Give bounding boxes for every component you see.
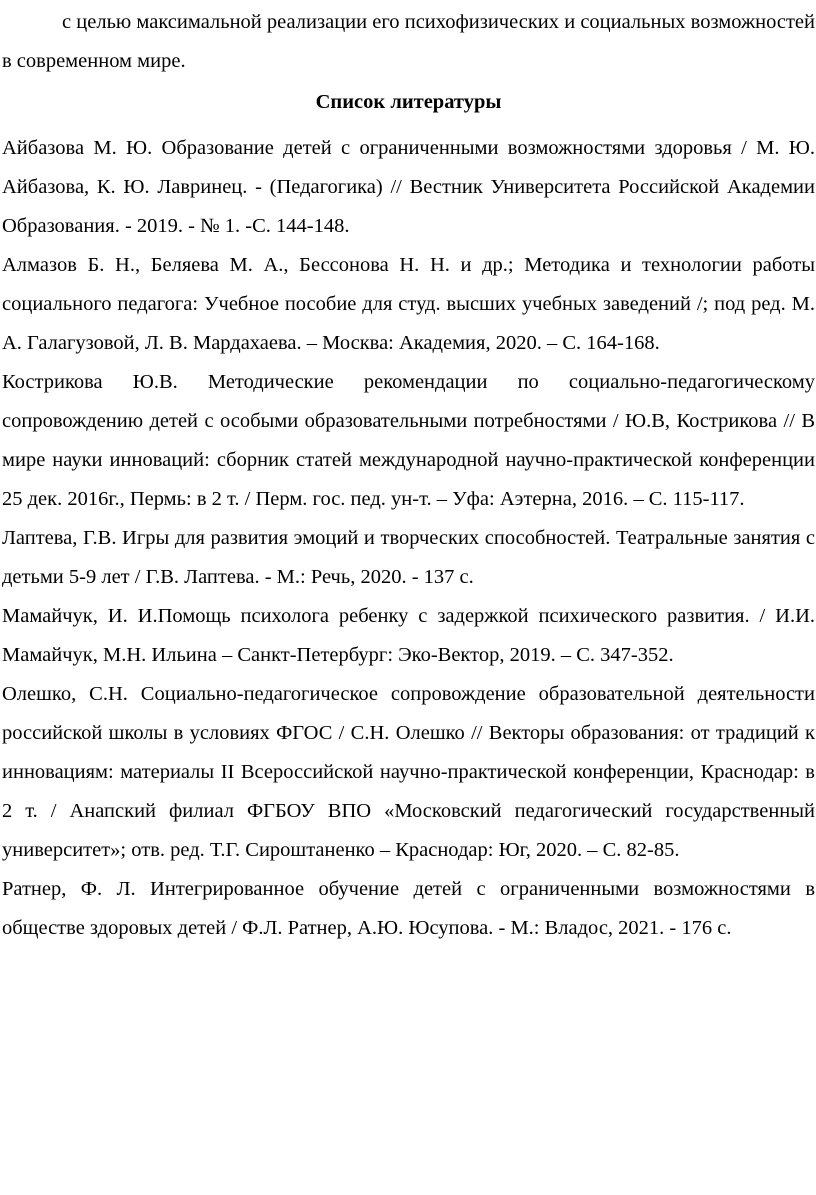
- reference-item: Кострикова Ю.В. Методические рекомендации по социально-педагогическому сопровождению детей с особыми образовательными потребностями / Ю.В, Кострикова // В мире науки инноваций: сборник статей международной научно-практической конференции 25 дек. 2016г., Пермь: в 2 т. / Перм. гос. пед. ун-т. – Уфа: Аэтерна, 2016. – С. 115-117.: [2, 371, 815, 510]
- reference-item: Алмазов Б. Н., Беляева М. А., Бессонова Н. Н. и др.; Методика и технологии работы социального педагога: Учебное пособие для студ. высших учебных заведений /; под ред. М. А. Галагузовой, Л. В. Мардахаева. – Москва: Академия, 2020. – С. 164-168.: [2, 254, 815, 354]
- reference-item: Олешко, С.Н. Социально-педагогическое сопровождение образовательной деятельности российской школы в условиях ФГОС / С.Н. Олешко // Векторы образования: от традиций к инновациям: материалы II Всероссийской научно-практической конференции, Краснодар: в 2 т. / Анапский филиал ФГБОУ ВПО «Московский педагогический государственный университет»; отв. ред. Т.Г. Сироштаненко – Краснодар: Юг, 2020. – С. 82-85.: [2, 683, 815, 861]
- reference-item: Лаптева, Г.В. Игры для развития эмоций и творческих способностей. Театральные занятия с детьми 5-9 лет / Г.В. Лаптева. - М.: Речь, 2020. - 137 с.: [2, 527, 815, 588]
- reference-item: Ратнер, Ф. Л. Интегрированное обучение детей с ограниченными возможностями в обществе здоровых детей / Ф.Л. Ратнер, А.Ю. Юсупова. - М.: Владос, 2021. - 176 с.: [2, 878, 815, 939]
- bibliography-heading: Список литературы: [315, 91, 502, 113]
- intro-paragraph: с целью максимальной реализации его психофизических и социальных возможностей в современном мире.: [2, 11, 815, 72]
- reference-item: Айбазова М. Ю. Образование детей с ограниченными возможностями здоровья / М. Ю. Айбазова, К. Ю. Лавринец. - (Педагогика) // Вестник Университета Российской Академии Образования. - 2019. - № 1. -С. 144-148.: [2, 137, 815, 237]
- reference-item: Мамайчук, И. И.Помощь психолога ребенку с задержкой психического развития. / И.И. Мамайчук, М.Н. Ильина – Санкт-Петербург: Эко-Вектор, 2019. – С. 347-352.: [2, 605, 815, 666]
- reference-list: [2, 129, 815, 948]
